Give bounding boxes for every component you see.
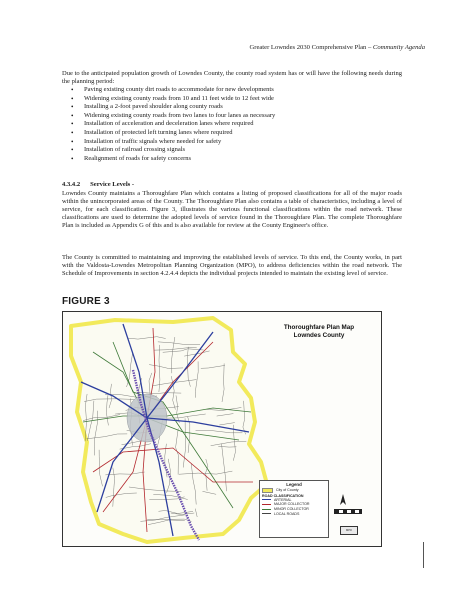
map-title bbox=[259, 324, 379, 339]
section-number: 4.3.4.2 bbox=[62, 181, 81, 188]
legend-row-local bbox=[262, 511, 326, 516]
legend-row-city bbox=[262, 488, 326, 493]
intro-paragraph: Due to the anticipated population growth of Lowndes County, the county road system has or will have the following needs during the planning period: bbox=[62, 70, 402, 85]
map-legend bbox=[259, 480, 329, 538]
needs-item: • Widening existing county roads from 10 and 11 feet wide to 12 feet wide bbox=[84, 95, 414, 104]
agency-logo: MPO bbox=[340, 526, 358, 535]
section-heading bbox=[62, 181, 134, 188]
north-arrow-icon bbox=[337, 494, 349, 506]
needs-item: • Paving existing county dirt roads to accommodate for new developments bbox=[84, 86, 414, 95]
needs-list bbox=[62, 86, 414, 163]
header-separator: – bbox=[366, 44, 373, 51]
arterial-line-icon bbox=[262, 499, 271, 500]
minor-collector-line-icon bbox=[262, 509, 271, 510]
local-road-line-icon bbox=[262, 513, 271, 514]
scale-bar bbox=[334, 509, 362, 514]
major-collector-line-icon bbox=[262, 504, 271, 505]
plan-title: Greater Lowndes 2030 Comprehensive Plan bbox=[249, 44, 367, 51]
needs-item: • Installation of traffic signals where needed for safety bbox=[84, 138, 414, 147]
city-swatch bbox=[262, 488, 273, 493]
committed-paragraph: The County is committed to maintaining and improving the established levels of service. To this end, the County works, in part with the Valdosta-Lowndes Metropolitan Planning Organization (MPO), to address deficiencies within the road network. The Schedule of Improvements in section 4.2.4.4 depicts the individual projects intended to maintain the existing level of service. bbox=[62, 254, 402, 277]
service-levels-paragraph: Lowndes County maintains a Thoroughfare Plan which contains a listing of proposed classifications for all of the major roads within the unincorporated areas of the County. The Thoroughfare Plan also contains a table of characteristics, including a level of service, for each classification. Figure 3, illustrates the various functional classifications within the road network. These classifications are used to determine the adopted levels of service found in the Thoroughfare Plan. The complete Thoroughfare Plan is included as Appendix G of this and is also available for review at the County Engineer's office. bbox=[62, 190, 402, 229]
legend-arterial-label: ARTERIAL bbox=[274, 497, 292, 502]
map-title-line1: Thoroughfare Plan Map bbox=[283, 324, 355, 331]
running-header bbox=[250, 44, 426, 51]
legend-local-label: LOCAL ROADS bbox=[274, 511, 300, 516]
needs-item: • Installation of protected left turning lanes where required bbox=[84, 129, 414, 138]
section-title: Community Agenda bbox=[372, 44, 425, 51]
needs-item: • Realignment of roads for safety concerns bbox=[84, 155, 414, 164]
needs-item: • Widening existing county roads from two lanes to four lanes as necessary bbox=[84, 112, 414, 121]
legend-city-label: City of County bbox=[276, 488, 299, 493]
legend-major-label: MAJOR COLLECTOR bbox=[274, 502, 310, 507]
needs-item: • Installation of railroad crossing signals bbox=[84, 146, 414, 155]
figure-label: FIGURE 3 bbox=[62, 296, 110, 307]
thoroughfare-map bbox=[62, 311, 382, 547]
legend-road-class: ROAD CLASSIFICATION bbox=[262, 493, 304, 498]
margin-mark bbox=[423, 542, 424, 568]
legend-minor-label: MINOR COLLECTOR bbox=[274, 507, 309, 512]
map-title-line2: Lowndes County bbox=[293, 331, 345, 339]
needs-item: • Installation of acceleration and deceleration lanes where required bbox=[84, 120, 414, 129]
section-heading-title: Service Levels - bbox=[90, 181, 135, 188]
legend-title: Legend bbox=[286, 482, 302, 487]
needs-item: • Installing a 2-foot paved shoulder along county roads bbox=[84, 103, 414, 112]
